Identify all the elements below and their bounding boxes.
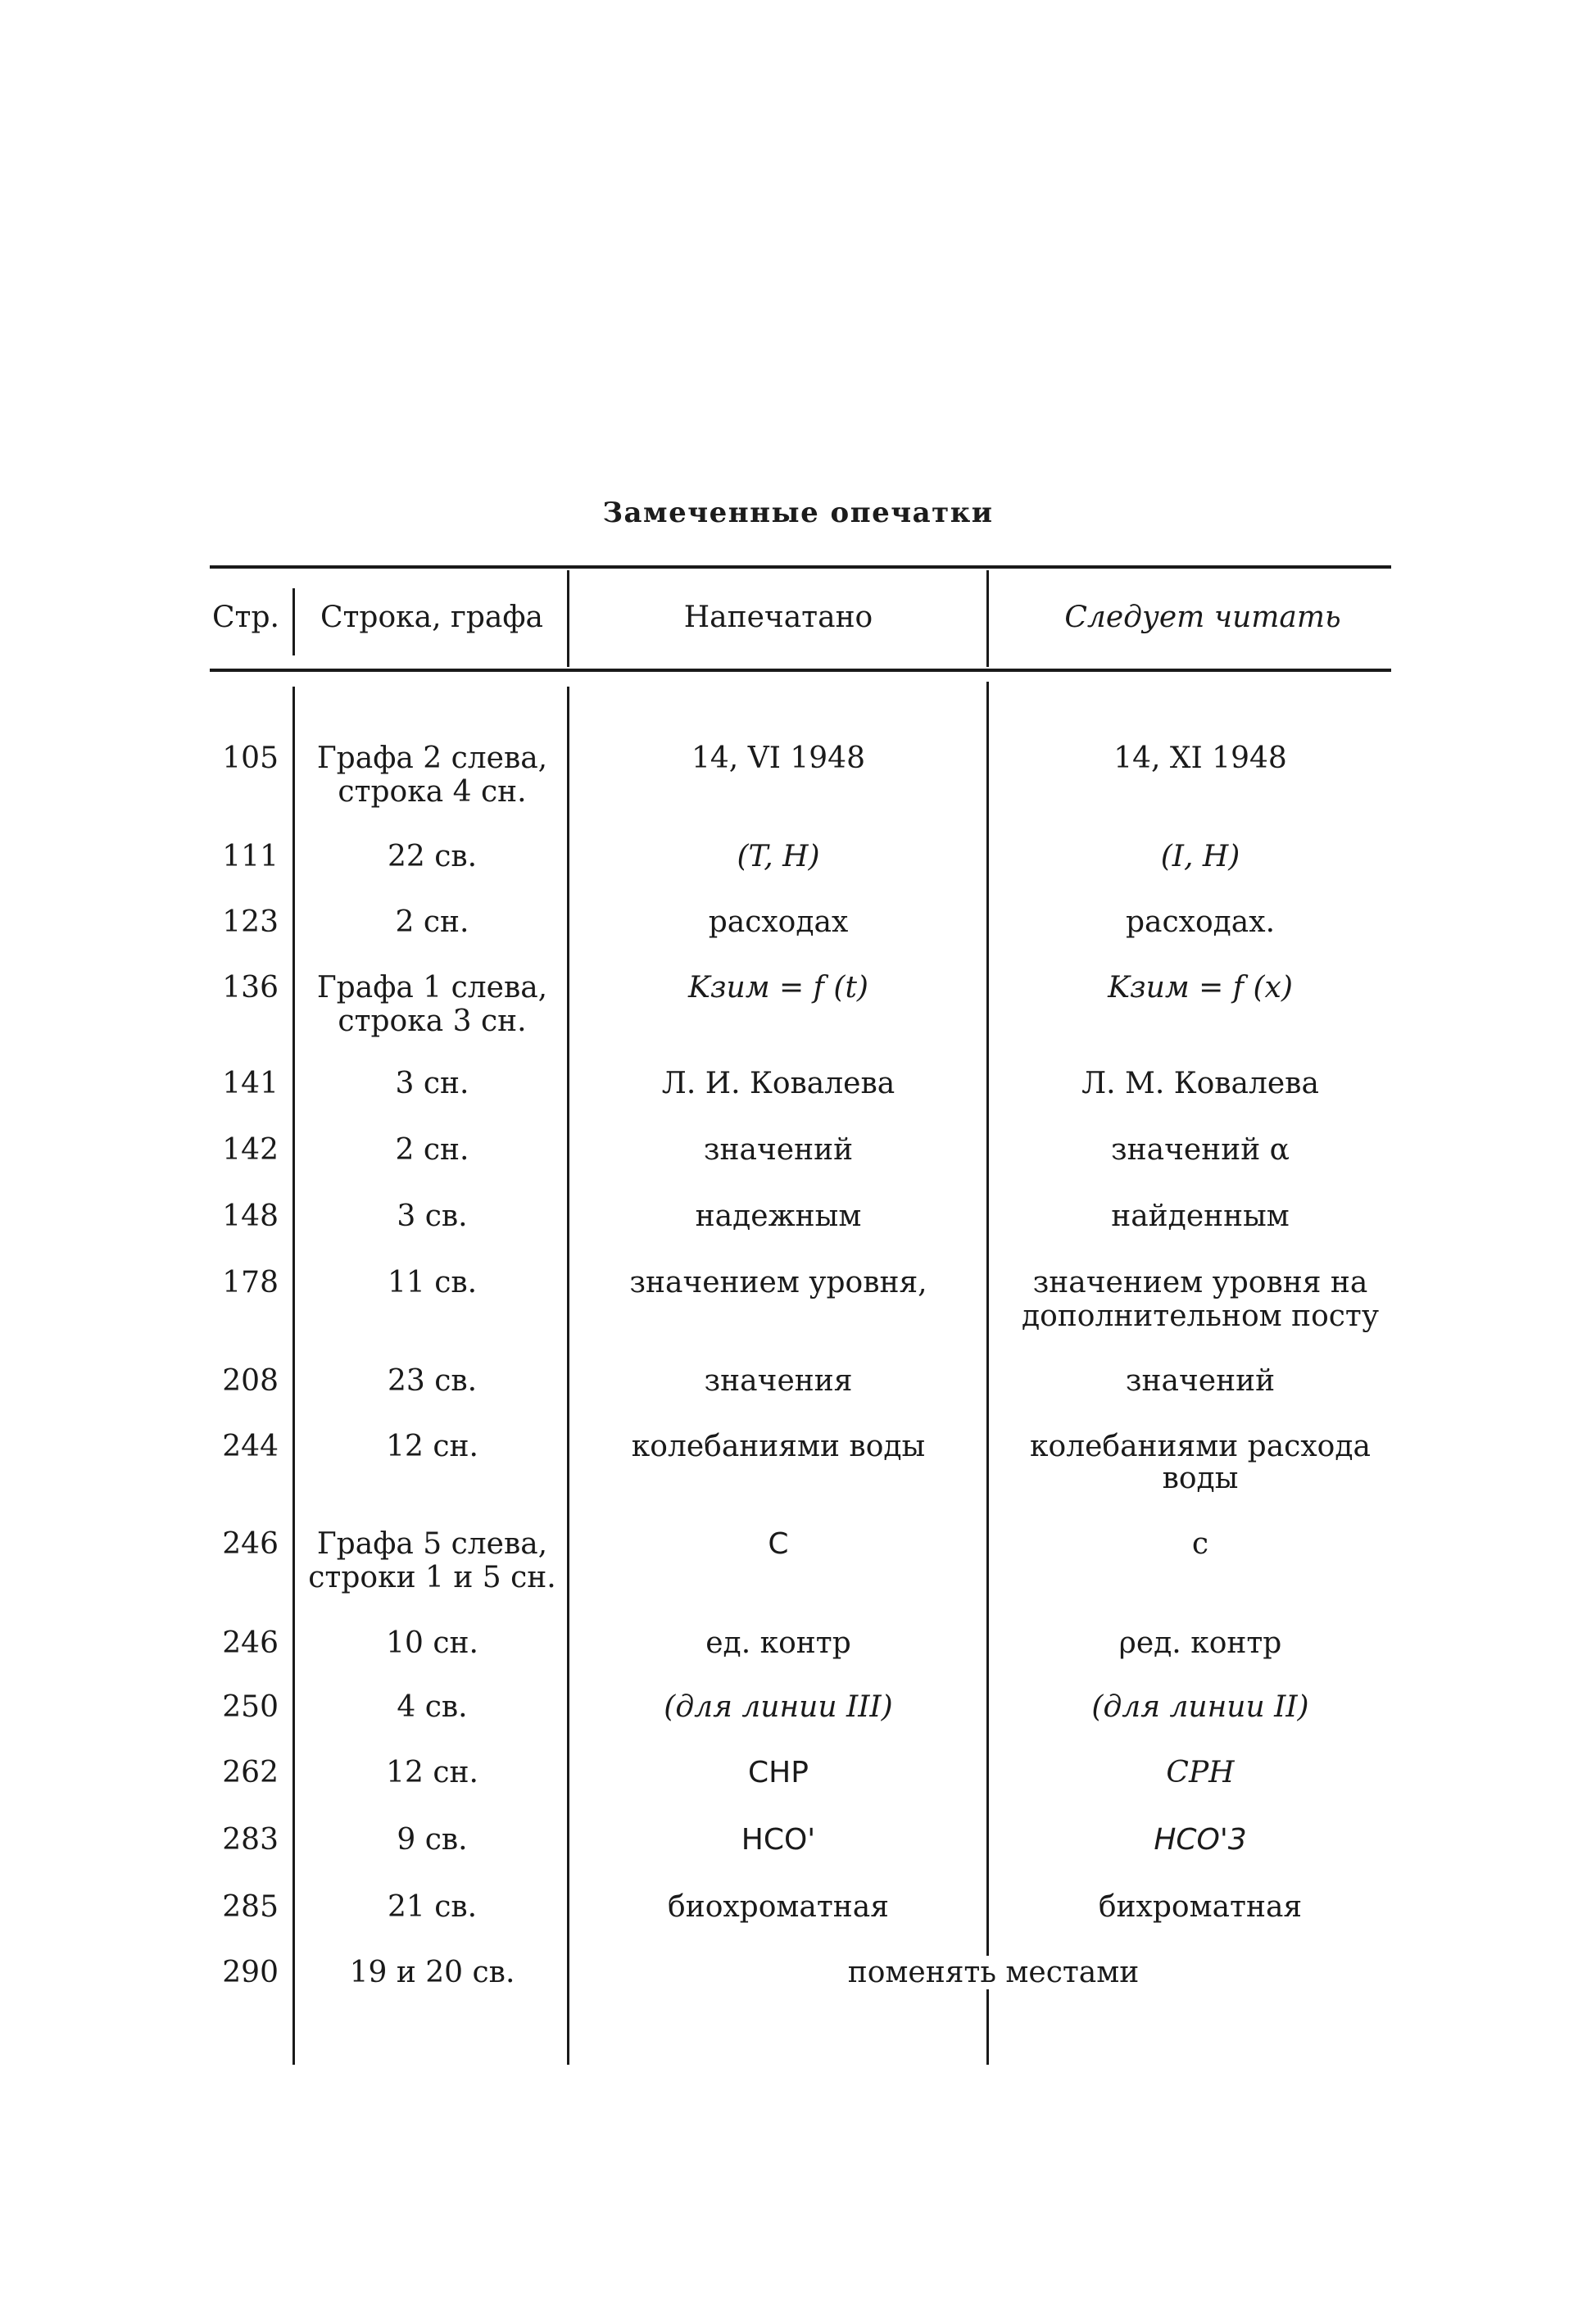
row-line: 23 св.	[387, 1364, 478, 1398]
row-should-read: Л. М. Ковалева	[1081, 1067, 1319, 1100]
row-printed: CHP	[748, 1756, 809, 1789]
row-should-read: бихроматная	[1098, 1890, 1303, 1924]
header-should-read: Следует читать	[1064, 601, 1341, 634]
row-page: 142	[222, 1133, 279, 1167]
table-top-rule	[210, 565, 1391, 569]
header-bottom-rule	[210, 669, 1391, 672]
row-line: 12 сн.	[386, 1430, 478, 1463]
row-page: 283	[222, 1823, 279, 1857]
row-page: 178	[222, 1266, 279, 1299]
row-should-read: значением уровня на	[1032, 1266, 1368, 1299]
row-printed: Kзим = f (t)	[688, 971, 868, 1005]
row-printed: 14, VI 1948	[691, 741, 865, 775]
row-printed: биохроматная	[668, 1890, 889, 1924]
row-line: 4 св.	[397, 1690, 468, 1724]
row-line: строка 4 сн.	[338, 775, 527, 809]
header-line: Строка, графа	[320, 601, 544, 634]
row-page: 208	[222, 1364, 279, 1398]
row-should-read: найденным	[1111, 1200, 1290, 1233]
row-should-read: CPH	[1166, 1756, 1235, 1789]
header-printed: Напечатано	[683, 601, 873, 634]
row-line: Графа 1 слева,	[316, 971, 548, 1005]
row-line: 2 сн.	[395, 905, 469, 939]
row-line: 22 св.	[387, 840, 478, 873]
row-line: 3 св.	[397, 1200, 468, 1233]
row-page: 123	[222, 905, 279, 939]
row-line: 11 св.	[387, 1266, 478, 1299]
row-should-read: c	[1191, 1527, 1209, 1561]
row-line: 10 сн.	[386, 1626, 478, 1660]
row-page: 148	[222, 1200, 279, 1233]
row-should-read: 14, XI 1948	[1113, 741, 1287, 775]
row-printed: надежным	[695, 1200, 862, 1233]
row-line: 9 св.	[397, 1823, 468, 1857]
row-page: 105	[222, 741, 279, 775]
row-page: 246	[222, 1626, 279, 1660]
row-printed: значений	[703, 1133, 854, 1167]
column-divider-1-header	[292, 588, 295, 655]
row-should-read: значений α	[1111, 1133, 1290, 1167]
row-page: 250	[222, 1690, 279, 1724]
row-page: 262	[222, 1756, 279, 1789]
row-page: 290	[222, 1956, 279, 1989]
row-should-read: значений	[1125, 1364, 1276, 1398]
row-printed: значения	[704, 1364, 853, 1398]
row-should-read: (I, H)	[1160, 840, 1240, 873]
row-spanning-note: поменять местами	[574, 1956, 1413, 1989]
row-line: 21 св.	[387, 1890, 478, 1924]
row-line: 3 сн.	[395, 1067, 469, 1100]
row-printed: колебаниями воды	[631, 1430, 926, 1463]
row-printed: расходах	[708, 905, 849, 939]
row-should-read: ρед. контр	[1118, 1626, 1282, 1660]
row-line: строка 3 сн.	[338, 1005, 527, 1038]
row-printed: (T, H)	[737, 840, 820, 873]
row-page: 246	[222, 1527, 279, 1561]
row-printed: HCO'	[741, 1823, 816, 1857]
row-printed: C	[768, 1527, 789, 1561]
row-should-read: расходах.	[1125, 905, 1276, 939]
row-should-read: HCO'3	[1154, 1823, 1247, 1857]
row-should-read: Kзим = f (x)	[1108, 971, 1293, 1005]
row-line: Графа 5 слева,	[316, 1527, 548, 1561]
row-page: 136	[222, 971, 279, 1005]
column-divider-2-header	[567, 570, 569, 667]
row-page: 111	[222, 840, 279, 873]
row-should-read: (для линии II)	[1091, 1690, 1309, 1724]
row-page: 141	[222, 1067, 279, 1100]
row-line: 2 сн.	[395, 1133, 469, 1167]
column-divider-3-header	[986, 570, 989, 667]
row-should-read: дополнительном посту	[1021, 1299, 1380, 1333]
row-should-read: колебаниями расхода	[1030, 1430, 1371, 1463]
row-page: 285	[222, 1890, 279, 1924]
row-printed: значением уровня,	[629, 1266, 927, 1299]
row-page: 244	[222, 1430, 279, 1463]
row-line: Графа 2 слева,	[316, 741, 548, 775]
header-page: Стр.	[212, 601, 279, 634]
row-printed: ед. контр	[705, 1626, 851, 1660]
row-should-read: воды	[1162, 1462, 1239, 1495]
row-line: 12 сн.	[386, 1756, 478, 1789]
row-printed: Л. И. Ковалева	[661, 1067, 895, 1100]
page-title: Замеченные опечатки	[602, 497, 994, 529]
row-line: 19 и 20 св.	[349, 1956, 515, 1989]
row-printed: (для линии III)	[664, 1690, 893, 1724]
row-line: строки 1 и 5 сн.	[308, 1561, 556, 1594]
